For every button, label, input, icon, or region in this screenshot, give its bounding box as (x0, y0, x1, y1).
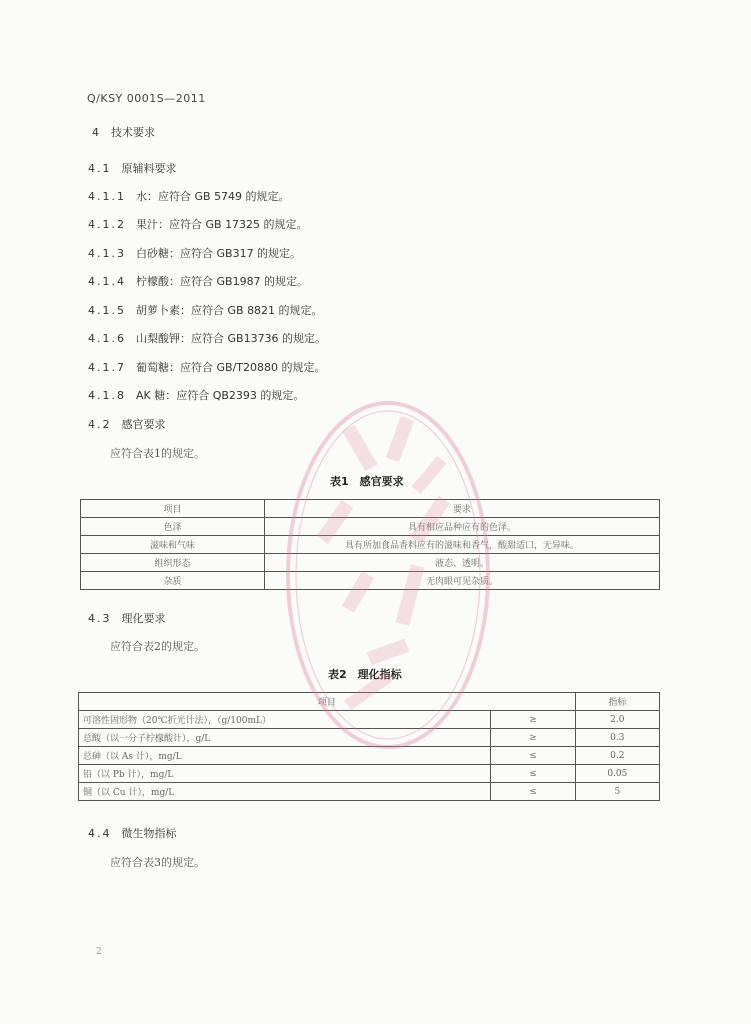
section-number: 4.4 (88, 827, 112, 840)
comparison-sign: ≤ (491, 783, 575, 801)
table-cell: 具有所加食品香料应有的滋味和香气，酸甜适口，无异味。 (265, 536, 660, 554)
table-cell: 滋味和气味 (81, 536, 265, 554)
table-cell: 杂质 (81, 572, 265, 590)
table-row (79, 729, 660, 747)
table-row (81, 554, 660, 572)
table-row (79, 747, 660, 765)
header-item: 项目 (81, 500, 265, 518)
clause-4-1-2 (88, 216, 308, 232)
table-cell: 液态、透明。 (265, 554, 660, 572)
section-4-2-note: 应符合表1的规定。 (110, 447, 205, 460)
clause-4-1-4 (88, 273, 308, 289)
table-cell: 0.3 (575, 729, 659, 747)
table-cell: 组织形态 (81, 554, 265, 572)
table-row (79, 711, 660, 729)
section-title: 感官要求 (121, 418, 166, 431)
table-cell: 可溶性固形物（20℃折光计法），（g/100mL） (79, 711, 491, 729)
clause-4-1-5 (88, 302, 323, 318)
table-cell: 铜（以 Cu 计），mg/L (79, 783, 491, 801)
comparison-sign: ≤ (491, 747, 575, 765)
section-4-3-heading (88, 610, 166, 626)
table-header-row (79, 693, 660, 711)
clause-4-1-3 (88, 245, 301, 261)
section-4-heading (92, 124, 155, 140)
section-number: 4.2 (88, 418, 112, 431)
table-row (81, 572, 660, 590)
clause-number: 4.1.1 (88, 190, 126, 203)
clause-text: 水：应符合 GB 5749 的规定。 (136, 190, 290, 203)
section-4-4-heading (88, 825, 177, 841)
table-cell: 0.05 (575, 765, 659, 783)
section-4-2-heading (88, 416, 166, 432)
clause-number: 4.1.4 (88, 275, 126, 288)
clause-4-1-7 (88, 359, 325, 375)
clause-number: 4.1.3 (88, 247, 126, 260)
table-cell: 5 (575, 783, 659, 801)
table-cell: 总砷（以 As 计），mg/L (79, 747, 491, 765)
comparison-sign: ≥ (491, 729, 575, 747)
section-number: 4 (92, 126, 101, 139)
section-4-1-heading (88, 160, 177, 176)
clause-text: 果汁：应符合 GB 17325 的规定。 (136, 218, 308, 231)
header-item: 项目 (79, 693, 576, 711)
table-1-sensory (80, 499, 660, 590)
document-code: Q/KSY 0001S—2011 (87, 92, 206, 105)
table-cell: 无肉眼可见杂质。 (265, 572, 660, 590)
clause-number: 4.1.2 (88, 218, 126, 231)
comparison-sign: ≤ (491, 765, 575, 783)
table-row (79, 765, 660, 783)
clause-4-1-1 (88, 188, 290, 204)
section-number: 4.3 (88, 612, 112, 625)
clause-text: AK 糖：应符合 QB2393 的规定。 (136, 389, 305, 402)
table-2-physicochemical (78, 692, 660, 801)
table-1-caption: 表1 感官要求 (330, 475, 404, 488)
clause-text: 山梨酸钾：应符合 GB13736 的规定。 (136, 332, 327, 345)
section-4-4-note: 应符合表3的规定。 (110, 856, 205, 869)
clause-4-1-8 (88, 387, 304, 403)
page-number: 2 (96, 947, 102, 957)
table-cell: 色泽 (81, 518, 265, 536)
table-cell: 2.0 (575, 711, 659, 729)
table-row (81, 518, 660, 536)
table-cell: 0.2 (575, 747, 659, 765)
table-cell: 铅（以 Pb 计），mg/L (79, 765, 491, 783)
clause-number: 4.1.6 (88, 332, 126, 345)
clause-4-1-6 (88, 330, 326, 346)
section-number: 4.1 (88, 162, 112, 175)
table-cell: 总酸（以一分子柠檬酸计），g/L (79, 729, 491, 747)
table-cell: 具有相应品种应有的色泽。 (265, 518, 660, 536)
section-4-3-note: 应符合表2的规定。 (110, 640, 205, 653)
clause-text: 葡萄糖：应符合 GB/T20880 的规定。 (136, 361, 326, 374)
clause-number: 4.1.8 (88, 389, 126, 402)
table-row (81, 536, 660, 554)
section-title: 微生物指标 (121, 827, 177, 840)
section-title: 原辅料要求 (121, 162, 177, 175)
clause-number: 4.1.7 (88, 361, 126, 374)
clause-text: 胡萝卜素：应符合 GB 8821 的规定。 (136, 304, 323, 317)
section-title: 理化要求 (121, 612, 166, 625)
clause-text: 白砂糖：应符合 GB317 的规定。 (136, 247, 302, 260)
header-requirement: 要求 (265, 500, 660, 518)
header-index: 指标 (575, 693, 659, 711)
clause-number: 4.1.5 (88, 304, 126, 317)
section-title: 技术要求 (111, 126, 155, 139)
comparison-sign: ≥ (491, 711, 575, 729)
table-2-caption: 表2 理化指标 (328, 668, 402, 681)
table-row (79, 783, 660, 801)
clause-text: 柠檬酸：应符合 GB1987 的规定。 (136, 275, 309, 288)
table-header-row (81, 500, 660, 518)
